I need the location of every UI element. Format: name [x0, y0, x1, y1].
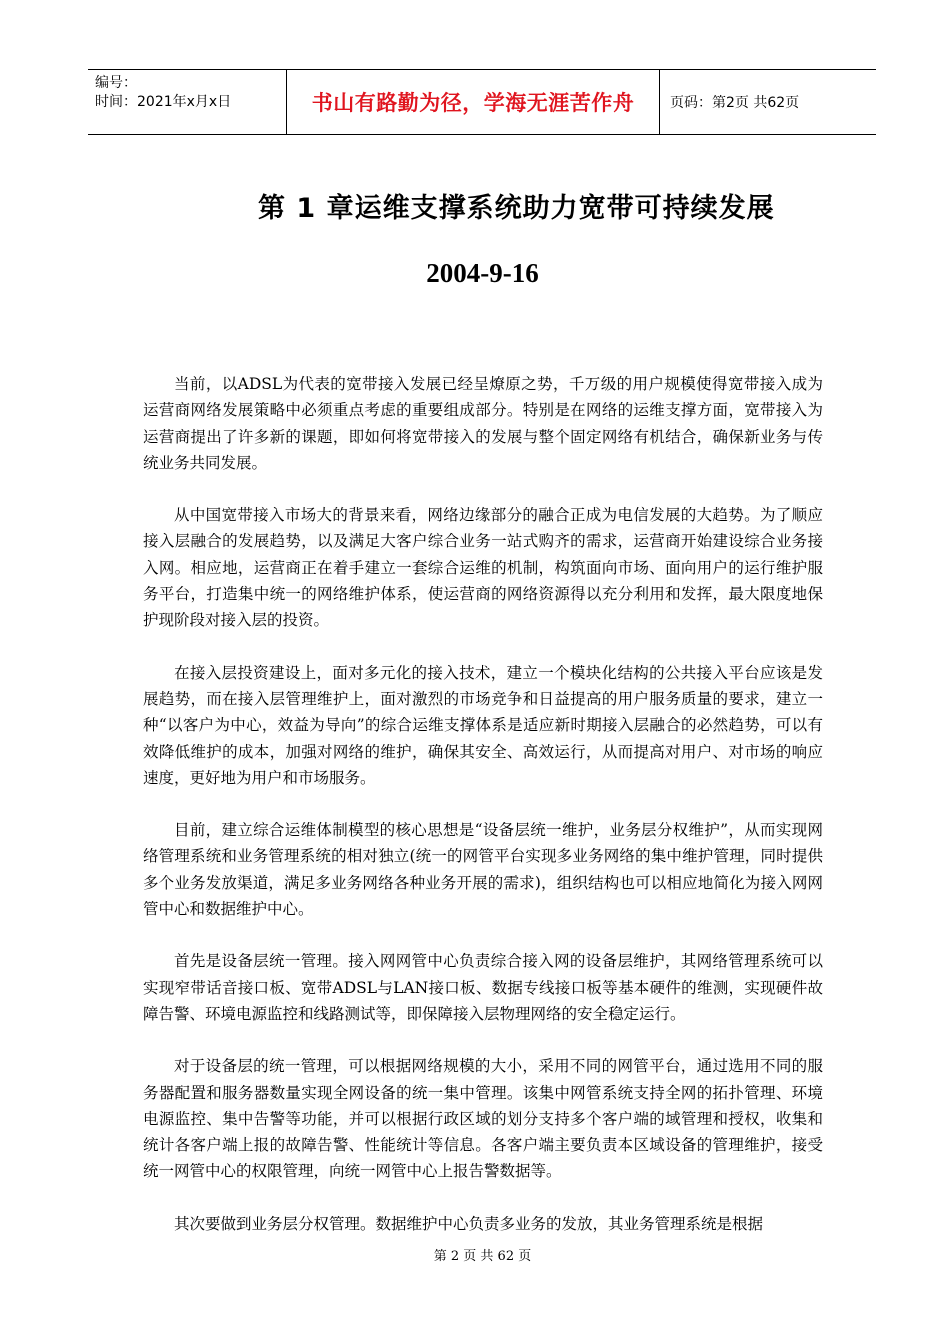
- document-body: [143, 371, 823, 1263]
- document-date: 2004-9-16: [426, 258, 539, 288]
- document-title: 第 1 章运维支撑系统助力宽带可持续发展: [258, 193, 775, 224]
- document-number-label: 编号：: [95, 75, 137, 91]
- body-paragraph: 首先是设备层统一管理。接入网网管中心负责综合接入网的设备层维护，其网络管理系统可以实现窄带话音接口板、宽带ADSL与LAN接口板、数据专线接口板等基本硬件的维测，实现硬件故障告警、环境电源监控和线路测试等，即保障接入层物理网络的安全稳定运行。: [143, 952, 823, 1023]
- header-motto: 书山有路勤为径，学海无涯苦作舟: [287, 70, 660, 134]
- body-paragraph: 目前，建立综合运维体制模型的核心思想是“设备层统一维护，业务层分权维护”，从而实现网络管理系统和业务管理系统的相对独立(统一的网管平台实现多业务网络的集中维护管理，同时提供多个业务发放渠道，满足多业务网络各种业务开展的需求)，组织结构也可以相应地简化为接入网网管中心和数据维护中心。: [143, 821, 823, 919]
- document-time-label: 时间：2021年x月x日: [95, 94, 232, 110]
- body-paragraph: 对于设备层的统一管理，可以根据网络规模的大小，采用不同的网管平台，通过选用不同的服务器配置和服务器数量实现全网设备的统一集中管理。该集中网管系统支持全网的拓扑管理、环境电源监控、集中告警等功能，并可以根据行政区域的划分支持多个客户端的域管理和授权，收集和统计各客户端上报的故障告警、性能统计等信息。各客户端主要负责本区域设备的管理维护，接受统一网管中心的权限管理，向统一网管中心上报告警数据等。: [143, 1057, 823, 1181]
- body-paragraph: 从中国宽带接入市场大的背景来看，网络边缘部分的融合正成为电信发展的大趋势。为了顺应接入层融合的发展趋势，以及满足大客户综合业务一站式购齐的需求，运营商开始建设综合业务接入网。相应地，运营商正在着手建立一套综合运维的机制，构筑面向市场、面向用户的运行维护服务平台，打造集中统一的网络维护体系，使运营商的网络资源得以充分利用和发挥，最大限度地保护现阶段对接入层的投资。: [143, 506, 823, 630]
- header-page-info: 页码：第2页 共62页: [670, 95, 800, 111]
- header-meta: [88, 70, 287, 134]
- body-paragraph: 其次要做到业务层分权管理。数据维护中心负责多业务的发放，其业务管理系统是根据: [174, 1214, 764, 1233]
- page-footer: 第 2 页 共 62 页: [433, 1249, 532, 1264]
- body-paragraph: 在接入层投资建设上，面对多元化的接入技术，建立一个模块化结构的公共接入平台应该是发展趋势，而在接入层管理维护上，面对激烈的市场竞争和日益提高的用户服务质量的要求，建立一种“以客户为中心，效益为导向”的综合运维支撑体系是适应新时期接入层融合的必然趋势，可以有效降低维护的成本，加强对网络的维护，确保其安全、高效运行，从而提高对用户、对市场的响应速度，更好地为用户和市场服务。: [143, 663, 823, 787]
- body-paragraph: 当前，以ADSL为代表的宽带接入发展已经呈燎原之势，千万级的用户规模使得宽带接入成为运营商网络发展策略中必须重点考虑的重要组成部分。特别是在网络的运维支撑方面，宽带接入为运营商提出了许多新的课题，即如何将宽带接入的发展与整个固定网络有机结合，确保新业务与传统业务共同发展。: [143, 375, 823, 472]
- page-header: [88, 69, 876, 135]
